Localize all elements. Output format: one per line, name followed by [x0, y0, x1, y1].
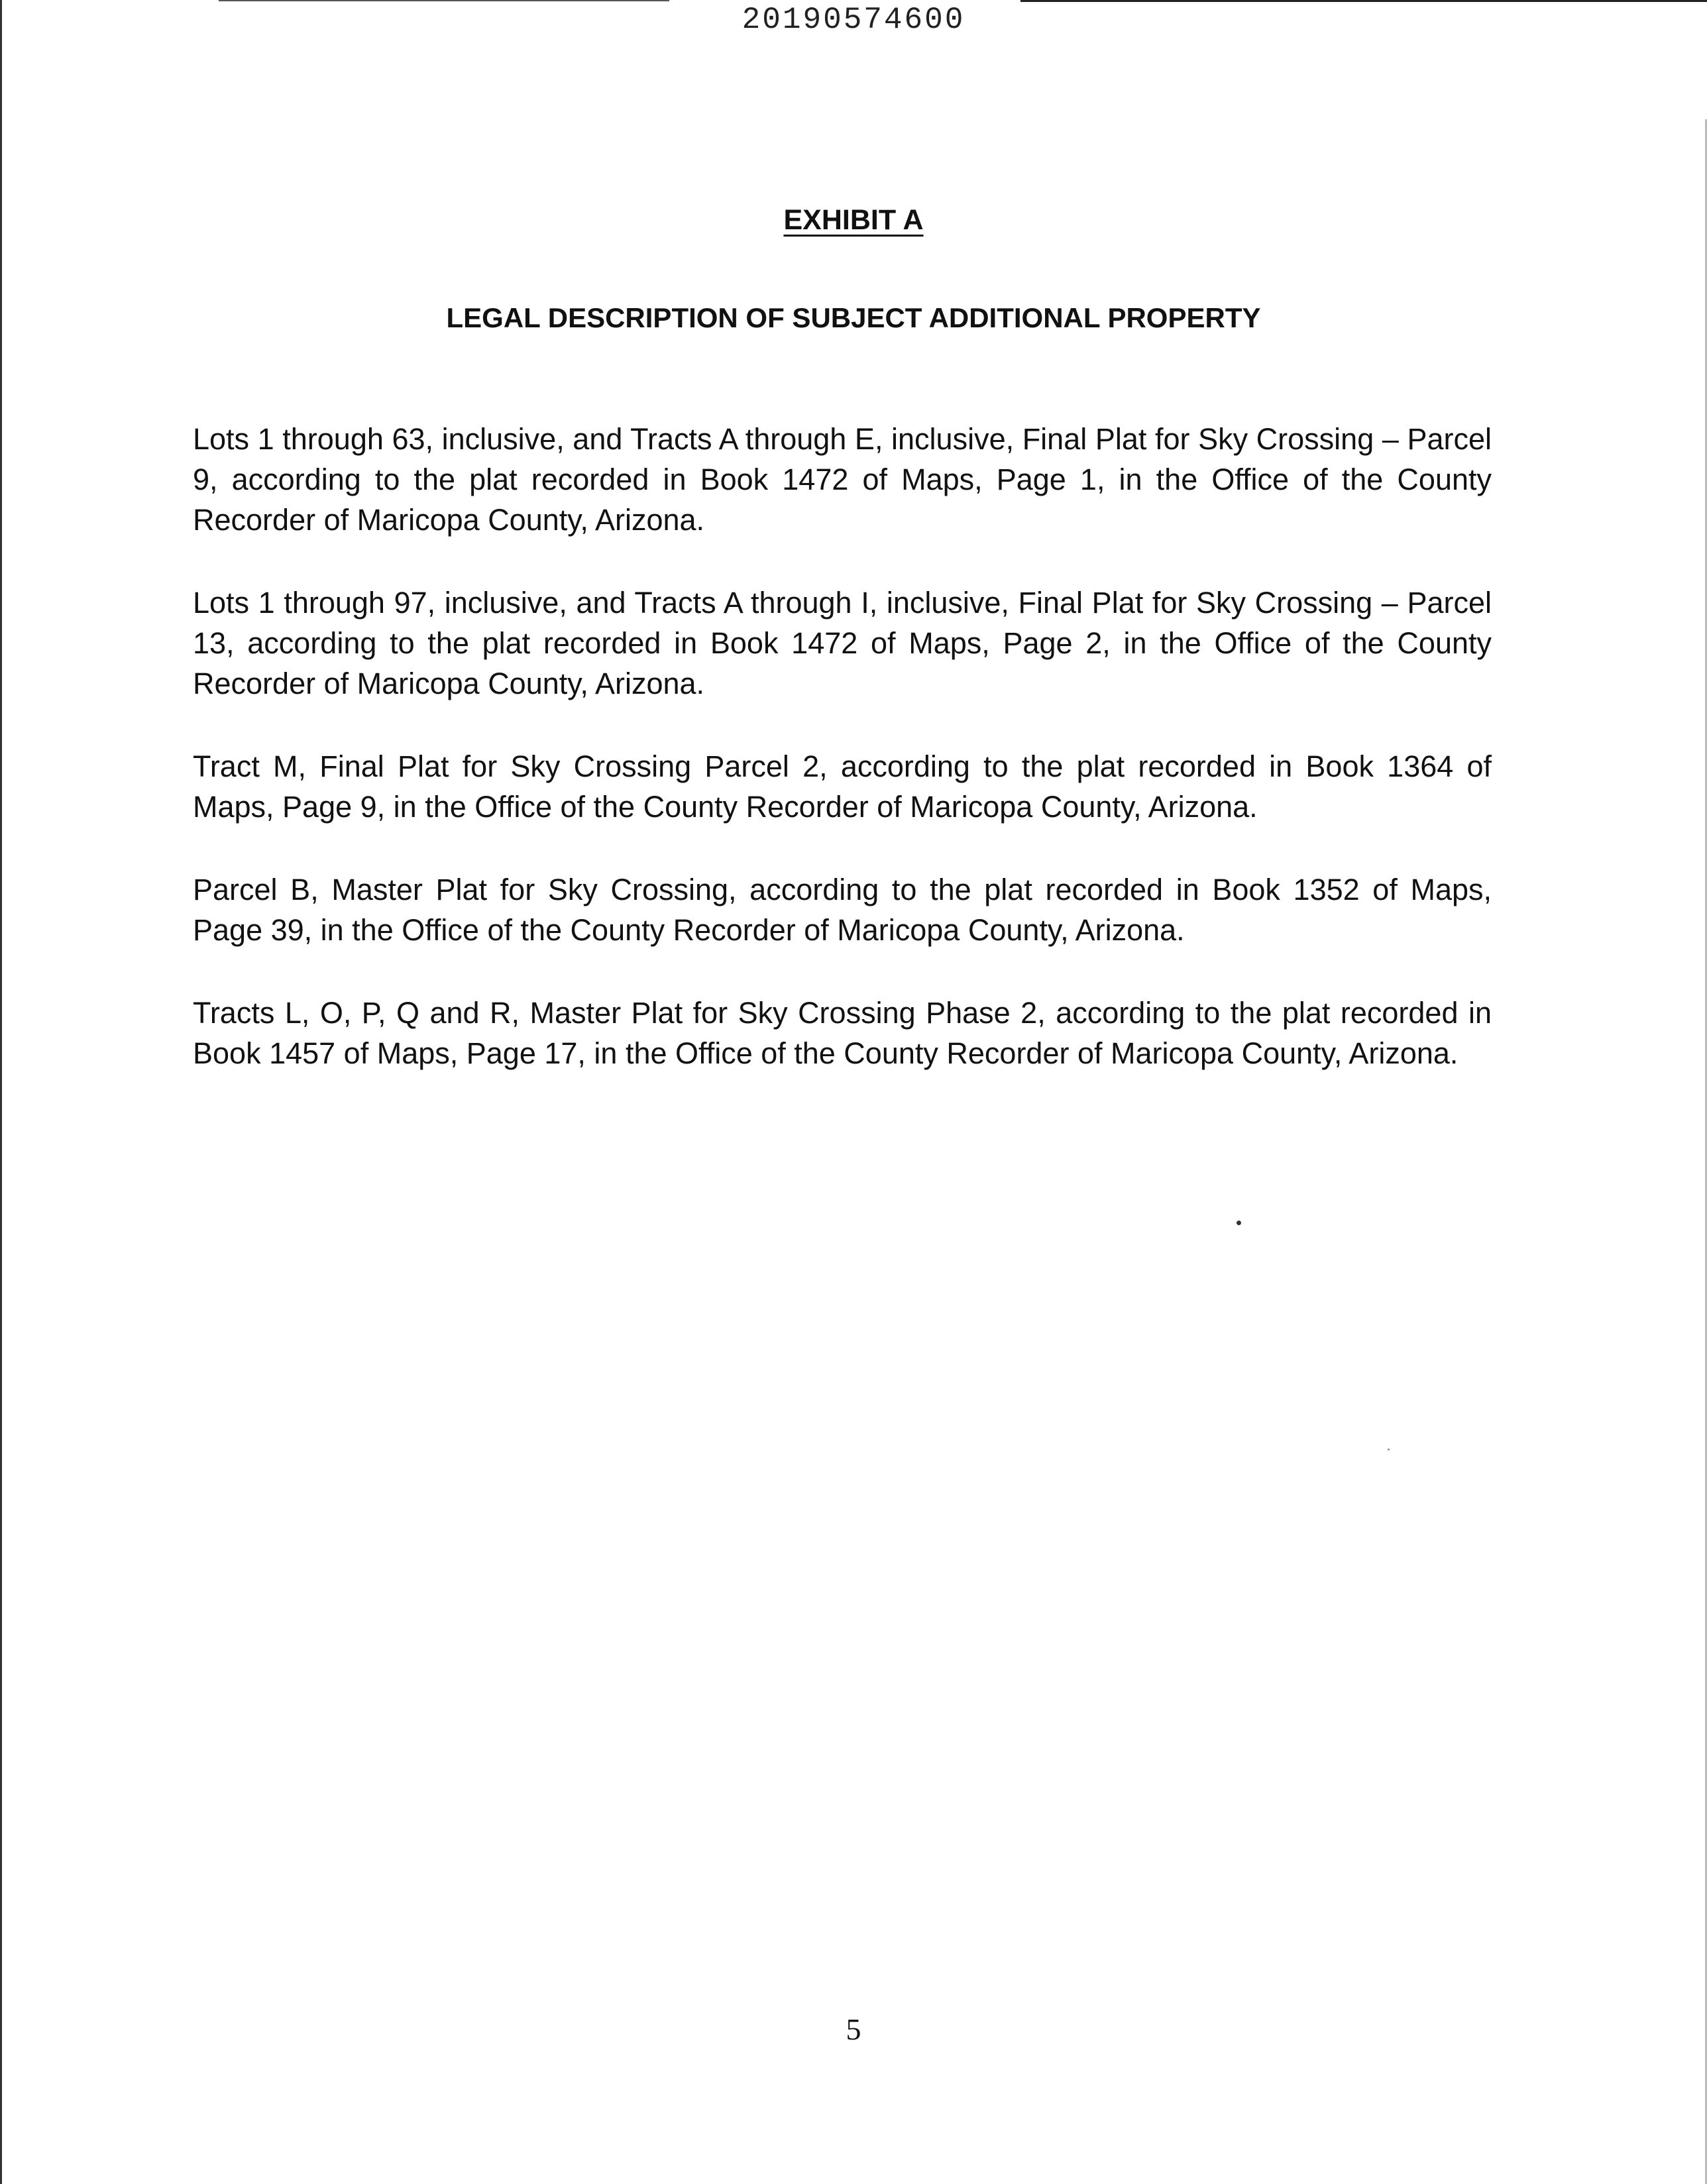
scan-speck [1388, 1448, 1390, 1450]
scan-speck [1237, 1221, 1241, 1225]
exhibit-title: EXHIBIT A [783, 204, 924, 236]
exhibit-subtitle: LEGAL DESCRIPTION OF SUBJECT ADDITIONAL PROPERTY [446, 302, 1261, 333]
legal-paragraph-tracts-l-r: Tracts L, O, P, Q and R, Master Plat for Sky Crossing Phase 2, according to the plat recorded in Book 1457 of Maps, Page 17, in the Office of the County Recorder of Maricopa County, Arizona. [193, 996, 1492, 1070]
legal-description-body [193, 419, 1492, 1116]
page-number: 5 [846, 2012, 861, 2046]
legal-paragraph-parcel-13: Lots 1 through 97, inclusive, and Tracts A through I, inclusive, Final Plat for Sky Crossing – Parcel 13, according to the plat recorded in Book 1472 of Maps, Page 2, in the Office of the County Recorder of Maricopa County, Arizona. [193, 586, 1492, 700]
recording-number: 20190574600 [742, 3, 965, 37]
scan-border-top-right [1020, 0, 1707, 2]
legal-paragraph-tract-m: Tract M, Final Plat for Sky Crossing Parcel 2, according to the plat recorded in Book 1364 of Maps, Page 9, in the Office of the County Recorder of Maricopa County, Arizona. [193, 749, 1492, 824]
scan-border-top-left [219, 0, 669, 1]
legal-paragraph-parcel-b: Parcel B, Master Plat for Sky Crossing, according to the plat recorded in Book 1352 of Maps, Page 39, in the Office of the County Recorder of Maricopa County, Arizona. [193, 873, 1492, 947]
legal-paragraph-parcel-9: Lots 1 through 63, inclusive, and Tracts A through E, inclusive, Final Plat for Sky Crossing – Parcel 9, according to the plat recorded in Book 1472 of Maps, Page 1, in the Office of the County Recorder of Maricopa County, Arizona. [193, 422, 1492, 537]
